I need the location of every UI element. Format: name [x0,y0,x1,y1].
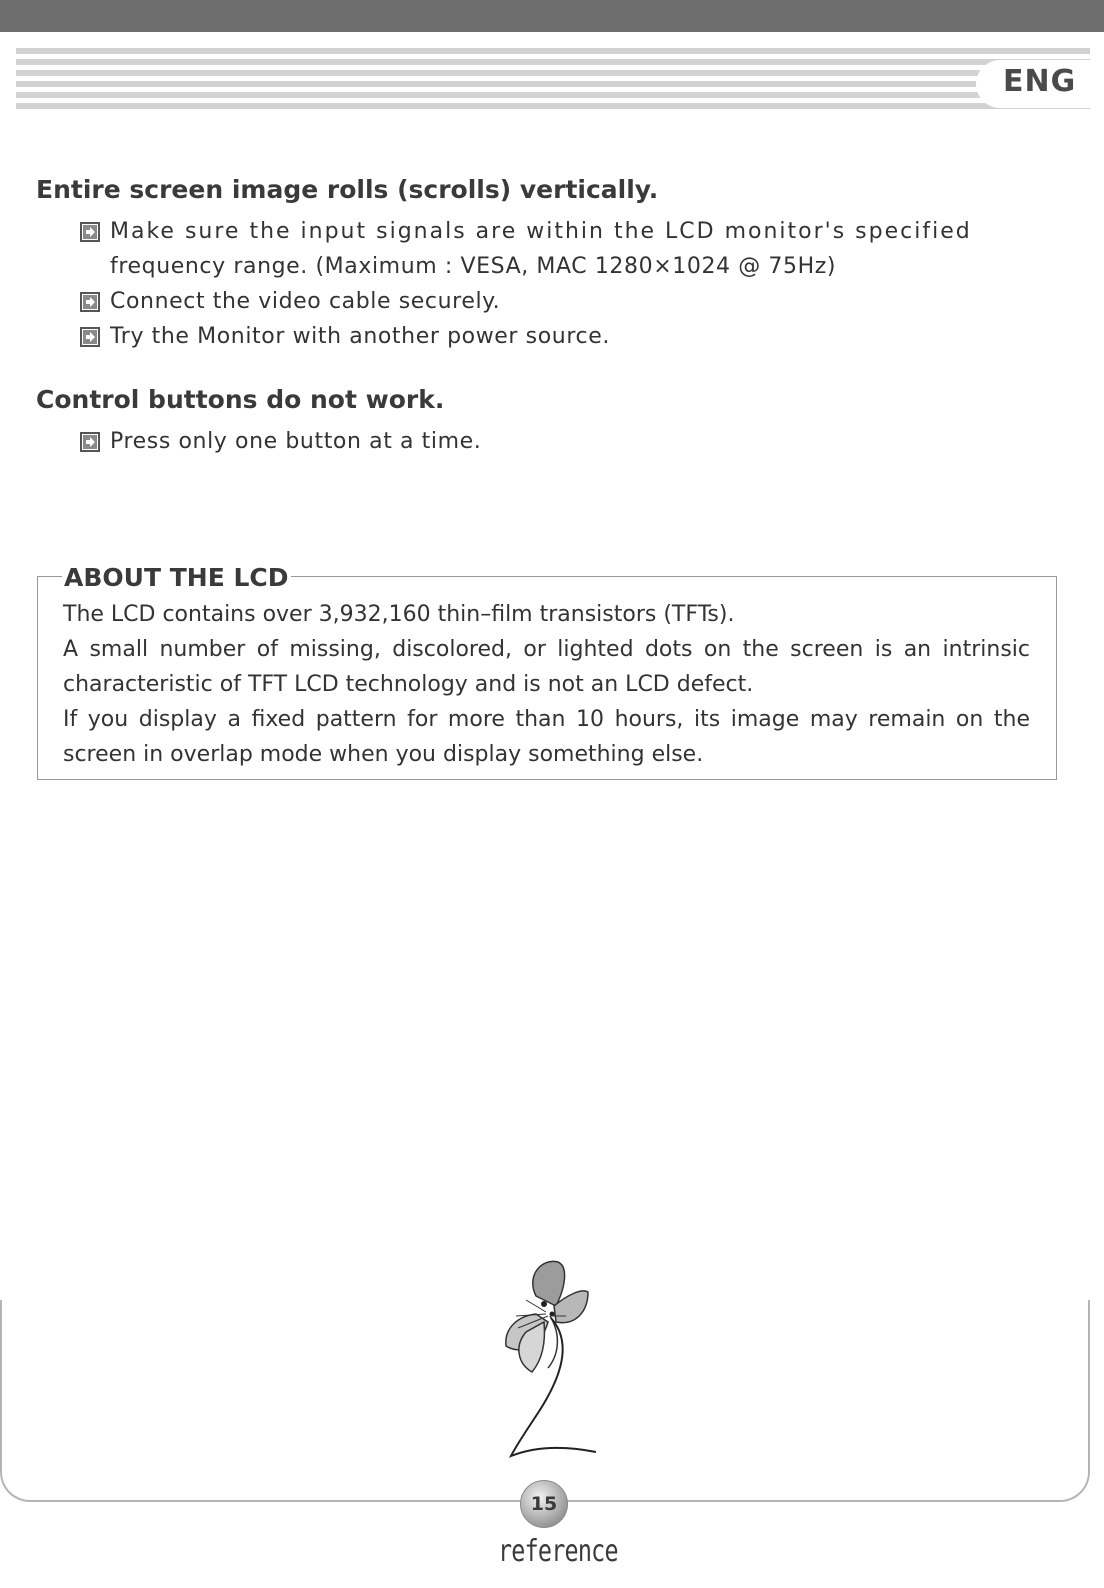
arrow-box-icon [80,327,100,347]
section-control-buttons [36,382,1076,459]
bullet-text: Press only one button at a time. [110,429,482,454]
section-title: Entire screen image rolls (scrolls) vertically. [36,175,659,204]
arrow-box-icon [80,222,100,242]
arrow-box-icon [80,292,100,312]
arrow-box-icon [80,432,100,452]
list-item [36,284,1076,319]
top-bar [0,0,1104,32]
about-lcd-title: ABOUT THE LCD [62,560,291,596]
page-number-badge [520,1480,568,1528]
bullet-text-line2: frequency range. (Maximum : VESA, MAC 1280×1024 @ 75Hz) [110,254,837,279]
about-lcd-line: If you display a fixed pattern for more than 10 hours, its image may remain on the screen in overlap mode when you display something else. [63,707,1030,767]
flower-illustration [496,1256,606,1468]
footer-section-label: reference [498,1534,618,1569]
header-stripes [16,48,1090,114]
about-lcd-line: The LCD contains over 3,932,160 thin–film transistors (TFTs). [63,602,735,627]
bullet-text-line1: Make sure the input signals are within the LCD monitor's specified [110,219,972,244]
list-item [36,214,1076,284]
language-label: ENG [1003,64,1077,99]
about-lcd-body [63,597,1030,772]
list-item [36,424,1076,459]
about-lcd-line: A small number of missing, discolored, or lighted dots on the screen is an intrinsic characteristic of TFT LCD technology and is not an LCD defect. [63,637,1030,697]
list-item [36,319,1076,354]
bullet-text: Try the Monitor with another power source. [110,324,610,349]
bullet-text: Connect the video cable securely. [110,289,501,314]
section-title: Control buttons do not work. [36,385,445,414]
section-screen-rolls [36,172,1076,354]
page-number: 15 [530,1493,558,1515]
